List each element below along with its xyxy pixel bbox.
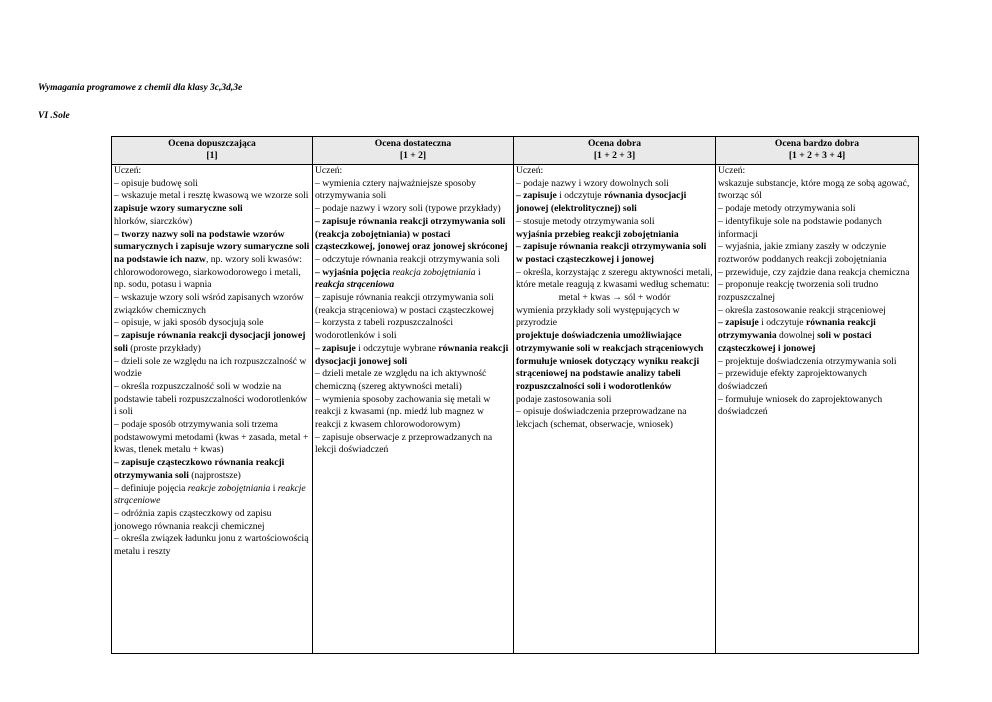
column-header-name: Ocena dopuszczająca bbox=[168, 138, 256, 149]
requirement-item bbox=[516, 356, 713, 394]
requirement-text: (najprostsze) bbox=[188, 469, 241, 481]
requirement-item bbox=[718, 178, 916, 203]
requirement-text: reakcje zobojętniania bbox=[187, 482, 271, 494]
requirement-text: – podaje sposób otrzymywania soli trzema podstawowymi metodami (kwas + zasada, metal + kwas, tlenek metalu + kwas) bbox=[114, 419, 309, 456]
requirements-cell bbox=[313, 165, 514, 654]
requirement-text: – wyjaśnia pojęcia bbox=[315, 266, 393, 278]
requirement-item bbox=[516, 241, 713, 266]
requirement-item bbox=[718, 165, 916, 178]
requirement-item bbox=[315, 394, 511, 432]
requirement-text: – zapisuje równania reakcji otrzymywania soli (reakcja zobojętniania) w postaci cząsteczkowej, jonowej oraz jonowej skróconej bbox=[315, 215, 508, 253]
requirement-item bbox=[315, 368, 511, 393]
requirement-item bbox=[114, 190, 310, 203]
requirement-item bbox=[516, 165, 713, 178]
requirement-text: i bbox=[475, 266, 481, 278]
requirement-item bbox=[718, 305, 916, 318]
requirement-text: – podaje nazwy i wzory soli (typowe przykłady) bbox=[315, 203, 501, 215]
requirement-item bbox=[114, 508, 310, 533]
requirement-text: – opisuje doświadczenia przeprowadzane na lekcjach (schemat, obserwacje, wniosek) bbox=[516, 406, 687, 431]
requirement-text: – zapisuje bbox=[315, 342, 356, 354]
requirement-text: – zapisuje obserwacje z przeprowadzanych na lekcji doświadczeń bbox=[315, 431, 493, 456]
requirement-text: – określa zastosowanie reakcji strąceniowej bbox=[718, 304, 886, 316]
requirement-item bbox=[718, 279, 916, 304]
column-header bbox=[716, 137, 919, 165]
requirement-item bbox=[315, 432, 511, 457]
requirement-item bbox=[114, 165, 310, 178]
requirement-text: wymienia przykłady soli występujących w przyrodzie bbox=[516, 304, 680, 329]
requirement-text: – korzysta z tabeli rozpuszczalności wodorotlenków i soli bbox=[315, 317, 453, 342]
requirement-item bbox=[315, 267, 511, 292]
requirement-item bbox=[718, 267, 916, 280]
requirements-cell bbox=[514, 165, 716, 654]
requirement-item bbox=[718, 368, 916, 393]
requirement-item bbox=[315, 203, 511, 216]
requirement-item bbox=[516, 292, 713, 305]
requirement-text: – identyfikuje sole na podstawie podanych informacji bbox=[718, 215, 882, 240]
requirement-item bbox=[718, 356, 916, 369]
requirement-item bbox=[315, 254, 511, 267]
requirement-text: – wymienia cztery najważniejsze sposoby otrzymywania soli bbox=[315, 177, 476, 202]
requirement-text: równania reakcji otrzymywania bbox=[718, 317, 876, 342]
requirement-text: – tworzy nazwy soli na podstawie wzorów sumarycznych i zapisuje wzory sumaryczne soli na podstawie ich nazw bbox=[114, 228, 310, 265]
requirement-item bbox=[114, 317, 310, 330]
requirement-text: – określa, korzystając z szeregu aktywności metali, które metale reagują z kwasami według schematu: bbox=[516, 266, 713, 291]
requirement-text: – stosuje metody otrzymywania soli bbox=[516, 215, 655, 227]
requirement-item bbox=[516, 190, 713, 215]
requirement-text: reakcja zobojętniania bbox=[392, 266, 476, 278]
requirement-text: – proponuje reakcję tworzenia soli trudno rozpuszczalnej bbox=[718, 279, 879, 304]
requirement-item bbox=[718, 203, 916, 216]
requirement-text: – wskazuje metal i resztę kwasową we wzorze soli bbox=[114, 190, 309, 202]
requirement-text: i odczytuje wybrane bbox=[355, 342, 439, 354]
requirement-text: – definiuje pojęcia bbox=[114, 482, 188, 494]
requirement-text: – zapisuje cząsteczkowo równania reakcji otrzymywania soli bbox=[114, 457, 285, 481]
requirement-text: – projektuje doświadczenia otrzymywania soli bbox=[718, 355, 897, 367]
requirements-cell bbox=[112, 165, 313, 654]
column-header-level: [1] bbox=[206, 150, 218, 161]
requirement-text: i odczytuje bbox=[758, 317, 806, 329]
requirement-text: i odczytuje bbox=[556, 190, 604, 202]
requirement-text: – zapisuje bbox=[718, 317, 759, 329]
requirements-cell bbox=[716, 165, 919, 654]
requirement-item bbox=[516, 229, 713, 242]
requirement-text: – podaje nazwy i wzory dowolnych soli bbox=[516, 177, 669, 189]
requirement-text: równania reakcji dysocjacji jonowej soli bbox=[315, 342, 509, 367]
column-header-level: [1 + 2 + 3 + 4] bbox=[788, 150, 846, 161]
requirement-item bbox=[114, 203, 310, 216]
requirement-text: Uczeń: bbox=[315, 165, 343, 176]
requirement-text: reakcja strąceniowa bbox=[315, 279, 395, 291]
requirement-text: – formułuje wniosek do zaprojektowanych doświadczeń bbox=[718, 393, 883, 418]
requirement-text: – podaje metody otrzymywania soli bbox=[718, 203, 856, 215]
column-header bbox=[514, 137, 716, 165]
column-header bbox=[112, 137, 313, 165]
requirement-item bbox=[114, 381, 310, 419]
requirement-text: hlorków, siarczków) bbox=[114, 215, 193, 227]
requirements-list bbox=[315, 165, 511, 457]
requirement-text: – opisuje budowę soli bbox=[114, 177, 198, 189]
requirement-text: i bbox=[270, 482, 278, 494]
requirements-list bbox=[718, 165, 916, 419]
requirement-item bbox=[114, 178, 310, 191]
requirements-row bbox=[112, 165, 919, 654]
requirement-item bbox=[114, 356, 310, 381]
requirement-text: – przewiduje efekty zaprojektowanych doświadczeń bbox=[718, 368, 867, 392]
requirement-item bbox=[718, 216, 916, 241]
requirement-text: wskazuje substancje, które mogą ze sobą agować, tworząc sól bbox=[718, 177, 910, 202]
requirement-item bbox=[516, 305, 713, 330]
requirements-list bbox=[516, 165, 713, 432]
requirement-item bbox=[516, 394, 713, 407]
requirement-text: reakcje strąceniowe bbox=[114, 482, 306, 507]
requirement-text: , np. wzory soli kwasów: chlorowodorowego, siarkowodorowego i metali, np. sodu, potasu i wapnia bbox=[114, 253, 302, 291]
requirement-text: Uczeń: bbox=[114, 165, 142, 176]
column-header bbox=[313, 137, 514, 165]
requirement-text: – wyjaśnia, jakie zmiany zaszły w odczynie roztworów poddanych reakcji zobojętniania bbox=[718, 241, 887, 265]
requirement-text: Uczeń: bbox=[718, 165, 746, 176]
document-title: Wymagania programowe z chemii dla klasy 3c,3d,3e bbox=[38, 83, 243, 93]
requirement-item bbox=[114, 457, 310, 482]
requirement-text: – zapisuje równania reakcji otrzymywania soli (reakcja strąceniowa) w postaci cząsteczkowej bbox=[315, 292, 494, 316]
column-header-name: Ocena dostateczna bbox=[374, 138, 452, 149]
requirement-item bbox=[315, 317, 511, 342]
requirements-list bbox=[114, 165, 310, 559]
requirement-item bbox=[114, 216, 310, 229]
requirement-item bbox=[114, 292, 310, 317]
column-header-name: Ocena bardzo dobra bbox=[774, 138, 860, 149]
requirement-text: – wymienia sposoby zachowania się metali w reakcji z kwasami (np. miedź lub magnez w reakcji z kwasem chlorowodorowym) bbox=[315, 393, 491, 431]
requirement-text: – opisuje, w jaki sposób dysocjują sole bbox=[114, 317, 264, 329]
requirement-text: zapisuje wzory sumaryczne soli bbox=[114, 203, 243, 215]
requirement-text: – zapisuje równania reakcji otrzymywania soli w postaci cząsteczkowej i jonowej bbox=[516, 241, 707, 265]
requirements-table bbox=[111, 136, 919, 654]
header-row bbox=[112, 137, 919, 165]
column-header-level: [1 + 2 + 3] bbox=[593, 150, 636, 161]
requirement-item bbox=[315, 343, 511, 368]
requirement-text: – zapisuje równania reakcji dysocjacji jonowej soli bbox=[114, 330, 306, 354]
requirement-item bbox=[114, 533, 310, 558]
requirement-item bbox=[114, 330, 310, 355]
requirement-text: – przewiduje, czy zajdzie dana reakcja chemiczna bbox=[718, 266, 910, 278]
requirement-text: – odczytuje równania reakcji otrzymywania soli bbox=[315, 253, 500, 265]
requirement-text: – określa związek ładunku jonu z wartościowością metalu i reszty bbox=[114, 533, 309, 558]
requirement-item bbox=[315, 178, 511, 203]
requirement-item bbox=[516, 406, 713, 431]
requirement-item bbox=[315, 216, 511, 254]
requirement-item bbox=[114, 229, 310, 293]
requirement-item bbox=[718, 394, 916, 419]
section-title: VI .Sole bbox=[38, 111, 70, 121]
requirement-text: projektuje doświadczenia umożliwiające otrzymywanie soli w reakcjach strąceniowych bbox=[516, 330, 704, 354]
requirement-text: – odróżnia zapis cząsteczkowy od zapisu jonowego równania reakcji chemicznej bbox=[114, 507, 272, 532]
requirement-item bbox=[718, 241, 916, 266]
requirement-text: dowolnej bbox=[776, 330, 818, 342]
requirement-text: – dzieli metale ze względu na ich aktywność chemiczną (szereg aktywności metali) bbox=[315, 368, 487, 392]
column-header-level: [1 + 2] bbox=[399, 150, 427, 161]
requirement-text: – zapisuje bbox=[516, 190, 557, 202]
requirement-text: (proste przykłady) bbox=[127, 342, 201, 354]
requirement-text: – wskazuje wzory soli wśród zapisanych wzorów związków chemicznych bbox=[114, 292, 304, 316]
requirement-item bbox=[718, 317, 916, 355]
requirement-item bbox=[516, 267, 713, 292]
requirement-text: równania dysocjacji jonowej (elektrolitycznej) soli bbox=[516, 190, 687, 215]
requirement-item bbox=[315, 292, 511, 317]
requirement-text: podaje zastosowania soli bbox=[516, 393, 612, 405]
requirement-text: metal + kwas → sól + wodór bbox=[558, 292, 671, 304]
column-header-name: Ocena dobra bbox=[587, 138, 642, 149]
requirement-item bbox=[114, 419, 310, 457]
requirement-text: wyjaśnia przebieg reakcji zobojętniania bbox=[516, 228, 679, 240]
requirement-item bbox=[114, 483, 310, 508]
requirement-text: – określa rozpuszczalność soli w wodzie na podstawie tabeli rozpuszczalności wodorotlenków i soli bbox=[114, 380, 308, 418]
requirement-item bbox=[516, 216, 713, 229]
requirement-text: Uczeń: bbox=[516, 165, 544, 176]
requirement-item bbox=[315, 165, 511, 178]
requirement-item bbox=[516, 178, 713, 191]
requirement-text: soli w postaci cząsteczkowej i jonowej bbox=[718, 330, 872, 354]
requirement-text: formułuje wniosek dotyczący wyniku reakcji strąceniowej na podstawie analizy tabeli rozpuszczalności soli i wodorotlenków bbox=[516, 355, 700, 392]
requirement-text: – dzieli sole ze względu na ich rozpuszczalność w wodzie bbox=[114, 355, 307, 380]
requirement-item bbox=[516, 330, 713, 355]
